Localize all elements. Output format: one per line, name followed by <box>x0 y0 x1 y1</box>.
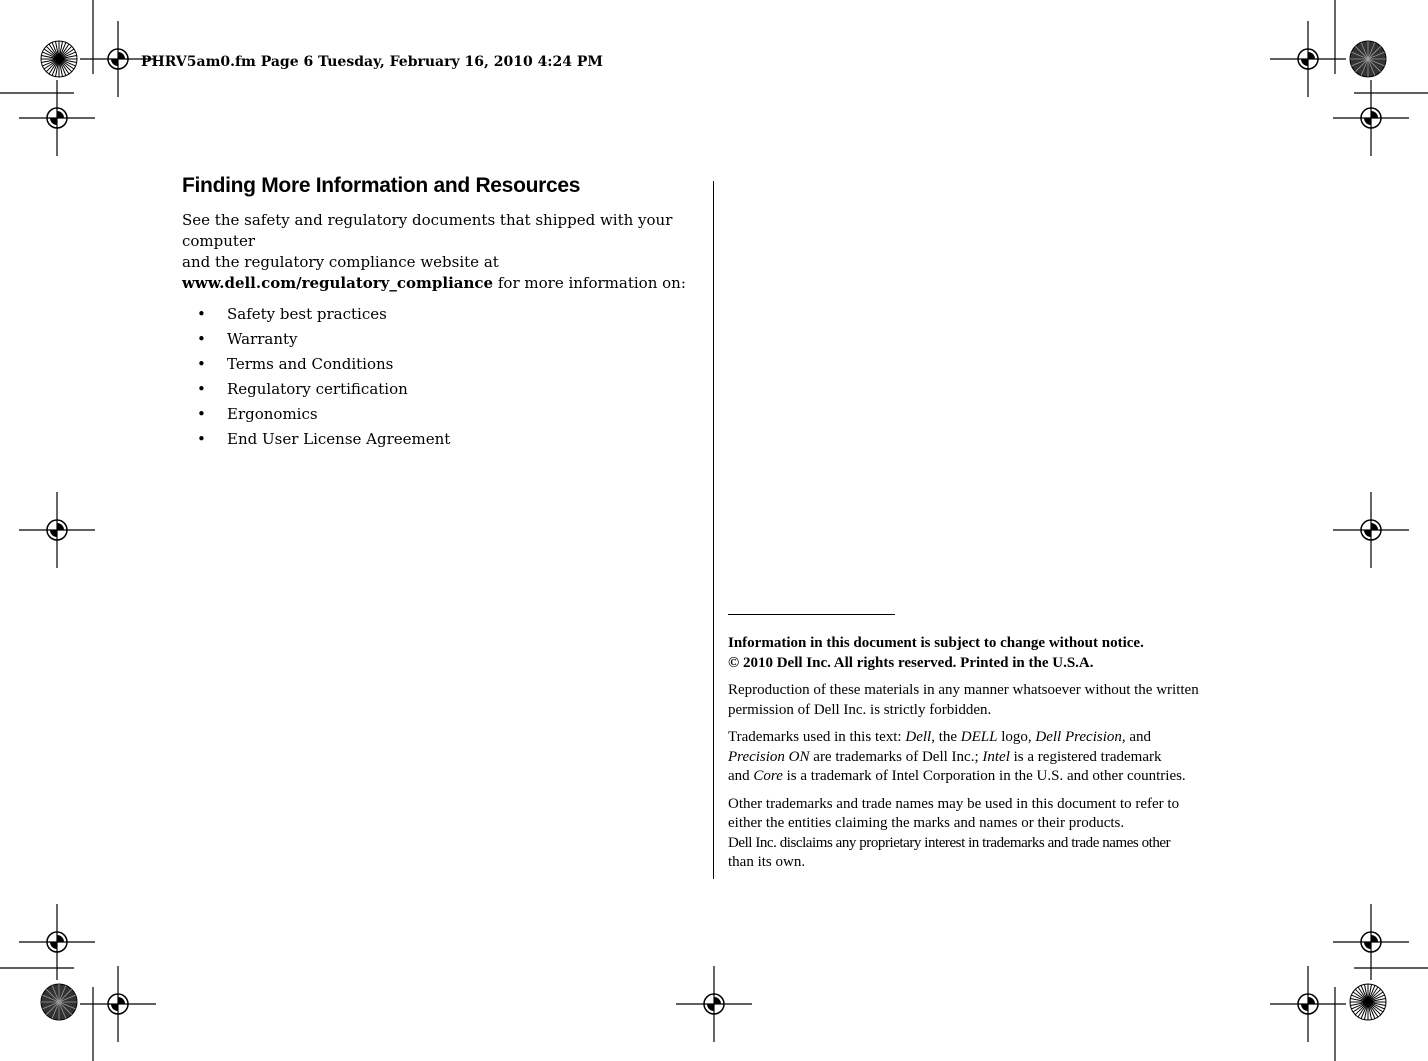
list-item <box>182 377 702 402</box>
list-item-text: Safety best practices <box>227 305 387 323</box>
bullet-icon: • <box>197 305 206 323</box>
trademarks-paragraph <box>728 728 1248 787</box>
tm-the: , the <box>931 729 961 745</box>
copyright-line: © 2010 Dell Inc. All rights reserved. Printed in the U.S.A. <box>728 655 1094 671</box>
notice-block <box>728 633 1248 673</box>
column-divider <box>713 181 714 879</box>
bullet-icon: • <box>197 355 206 373</box>
tm-and: , and <box>1121 729 1152 745</box>
list-item <box>182 402 702 427</box>
tm-intel: Intel <box>982 748 1010 765</box>
tm-dell-logo: DELL <box>960 729 998 745</box>
list-item <box>182 427 702 452</box>
list-item-text: Warranty <box>227 330 298 348</box>
left-column <box>182 174 702 452</box>
intro-paragraph <box>182 210 702 294</box>
other-line-4: than its own. <box>728 854 806 870</box>
reproduction-line-2: permission of Dell Inc. is strictly forbidden. <box>728 701 992 718</box>
tm-core-rest: is a trademark of Intel Corporation in the U.S. and other countries. <box>782 768 1186 784</box>
other-trademarks-paragraph <box>728 795 1248 873</box>
tm-precision-on: Precision ON <box>728 748 810 765</box>
bullet-icon: • <box>197 380 206 398</box>
tm-and-2: and <box>728 768 754 784</box>
other-line-1: Other trademarks and trade names may be used in this document to refer to <box>728 795 1180 812</box>
other-line-2: either the entities claiming the marks and names or their products. <box>728 815 1125 831</box>
footnote-rule <box>728 614 895 615</box>
list-item-text: Ergonomics <box>227 405 318 423</box>
trademarks-line-3 <box>728 767 1248 787</box>
tm-dell: Dell <box>905 729 932 745</box>
file-info-header: PHRV5am0.fm Page 6 Tuesday, February 16, 2010 4:24 PM <box>141 54 603 70</box>
trademarks-line-2 <box>728 748 1248 768</box>
list-item <box>182 302 702 327</box>
list-item-text: Terms and Conditions <box>227 355 394 373</box>
list-item <box>182 352 702 377</box>
tm-dell-precision: Dell Precision <box>1035 729 1122 745</box>
list-item-text: Regulatory certification <box>227 380 408 398</box>
tm-logo-sep: logo, <box>997 729 1036 745</box>
list-item <box>182 327 702 352</box>
intro-line-1: See the safety and regulatory documents that shipped with your computer <box>182 211 673 250</box>
other-line-3: Dell Inc. disclaims any proprietary interest in trademarks and trade names other <box>728 834 1171 851</box>
reproduction-line-1: Reproduction of these materials in any manner whatsoever without the written <box>728 682 1199 698</box>
bullet-icon: • <box>197 430 206 448</box>
info-bullet-list <box>182 302 702 452</box>
intro-line-2: and the regulatory compliance website at <box>182 253 499 271</box>
tm-are-trademarks: are trademarks of Dell Inc.; <box>809 748 983 765</box>
trademarks-line-1 <box>728 728 1248 748</box>
bullet-icon: • <box>197 330 206 348</box>
regulatory-url: www.dell.com/regulatory_compliance <box>182 274 494 292</box>
reproduction-paragraph <box>728 681 1248 720</box>
trademarks-prefix: Trademarks used in this text: <box>728 729 906 745</box>
intro-suffix: for more information on: <box>493 274 686 292</box>
bullet-icon: • <box>197 405 206 423</box>
notice-line-1: Information in this document is subject to change without notice. <box>728 635 1144 651</box>
section-heading: Finding More Information and Resources <box>182 174 581 197</box>
tm-is-registered: is a registered trademark <box>1009 748 1162 765</box>
tm-core: Core <box>753 768 783 784</box>
legal-notes <box>728 614 1248 881</box>
list-item-text: End User License Agreement <box>227 430 451 448</box>
